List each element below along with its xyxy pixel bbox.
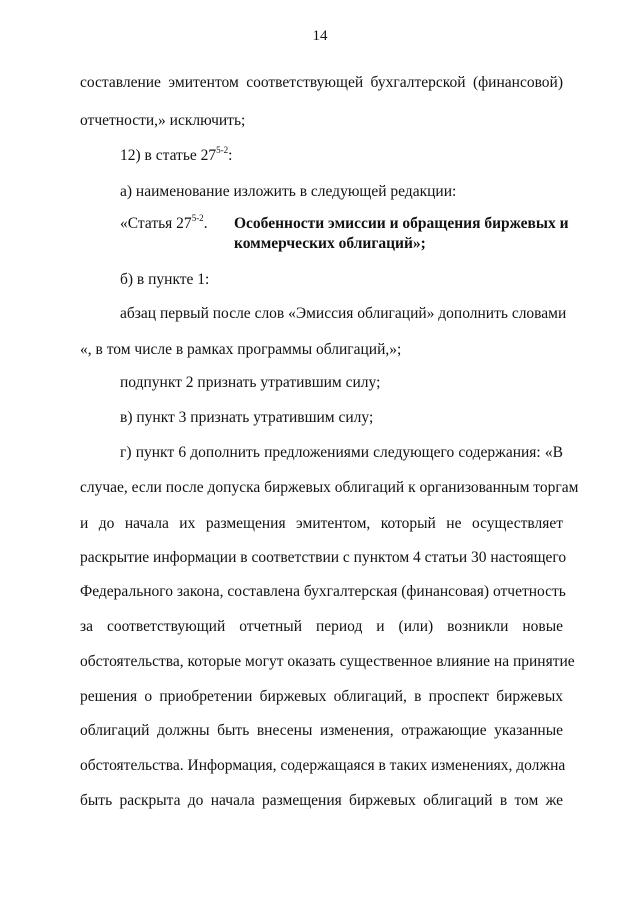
text-span: .: [203, 215, 208, 232]
page-number: 14: [312, 28, 328, 44]
text-span: «Статья 27: [120, 215, 192, 232]
text-line: обстоятельства. Информация, содержащаяся в таких изменениях, должна: [80, 757, 566, 774]
article-title: [234, 214, 569, 254]
text-line: б) в пункте 1:: [120, 271, 210, 288]
article-label: [120, 214, 208, 234]
text-line: за соответствующий отчетный период и (или) возникли новые: [80, 618, 563, 635]
text-span: 12) в статье 27: [120, 147, 217, 164]
superscript: 5-2: [216, 144, 229, 155]
article-title-line: коммерческих облигаций»;: [234, 235, 426, 252]
text-line: быть раскрыта до начала размещения биржевых облигаций в том же: [80, 792, 563, 809]
text-line: и до начала их размещения эмитентом, который не осуществляет: [80, 515, 563, 532]
text-line: абзац первый после слов «Эмиссия облигаций» дополнить словами: [120, 305, 567, 322]
text-line: решения о приобретении биржевых облигаций, в проспект биржевых: [80, 688, 563, 705]
text-line: г) пункт 6 дополнить предложениями следующего содержания: «В: [120, 444, 563, 461]
text-line: а) наименование изложить в следующей редакции:: [120, 183, 457, 200]
text-line: Федерального закона, составлена бухгалтерская (финансовая) отчетность: [80, 583, 566, 600]
text-span: :: [228, 147, 233, 164]
text-line: в) пункт 3 признать утратившим силу;: [120, 409, 374, 426]
article-heading: [120, 212, 569, 258]
text-line: подпункт 2 признать утратившим силу;: [120, 374, 381, 391]
amendment-item-12: [120, 146, 232, 166]
text-line: случае, если после допуска биржевых облигаций к организованным торгам: [80, 479, 579, 496]
text-line: облигаций должны быть внесены изменения, отражающие указанные: [80, 722, 563, 739]
text-line: раскрытие информации в соответствии с пунктом 4 статьи 30 настоящего: [80, 549, 567, 566]
article-title-line: Особенности эмиссии и обращения биржевых и: [234, 215, 569, 232]
text-line: отчетности,» исключить;: [80, 112, 246, 129]
superscript: 5-2: [191, 212, 204, 223]
text-line: обстоятельства, которые могут оказать существенное влияние на принятие: [80, 653, 575, 670]
text-line: «, в том числе в рамках программы облигаций,»;: [80, 341, 402, 358]
text-line: составление эмитентом соответствующей бухгалтерской (финансовой): [80, 74, 563, 91]
